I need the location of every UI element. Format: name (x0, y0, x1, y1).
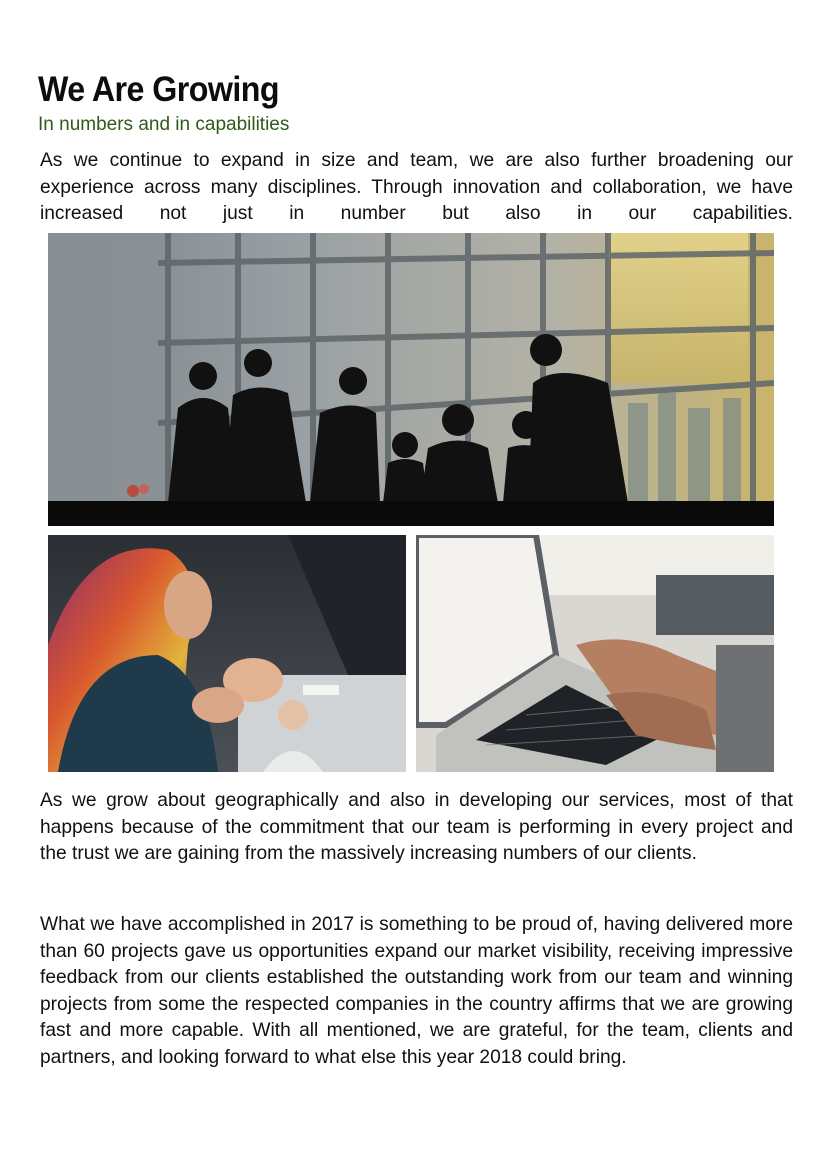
page-title: We Are Growing (38, 70, 279, 109)
team-silhouette-photo (48, 233, 774, 526)
growth-paragraph: As we grow about geographically and also in developing our services, most of that happens because of the commitment that our team is performing in every project and the trust we are gaining from the massively increasing numbers of our clients. (40, 790, 793, 864)
laptop-typing-photo (416, 535, 774, 772)
intro-paragraph: As we continue to expand in size and team, we are also further broadening our experience across many disciplines. Through innovation and collaboration, we have increased not just in number but also in our capabilities. (40, 150, 793, 224)
woman-clapping-photo (48, 535, 406, 772)
page-subtitle: In numbers and in capabilities (38, 114, 290, 135)
accomplishments-paragraph: What we have accomplished in 2017 is something to be proud of, having delivered more than 60 projects gave us opportunities expand our market visibility, receiving impressive feedback from our clients established the outstanding work from our team and winning projects from some the respected companies in the country affirms that we are growing fast and more capable. With all mentioned, we are grateful, for the team, clients and partners, and looking forward to what else this year 2018 could bring. (40, 914, 793, 1068)
